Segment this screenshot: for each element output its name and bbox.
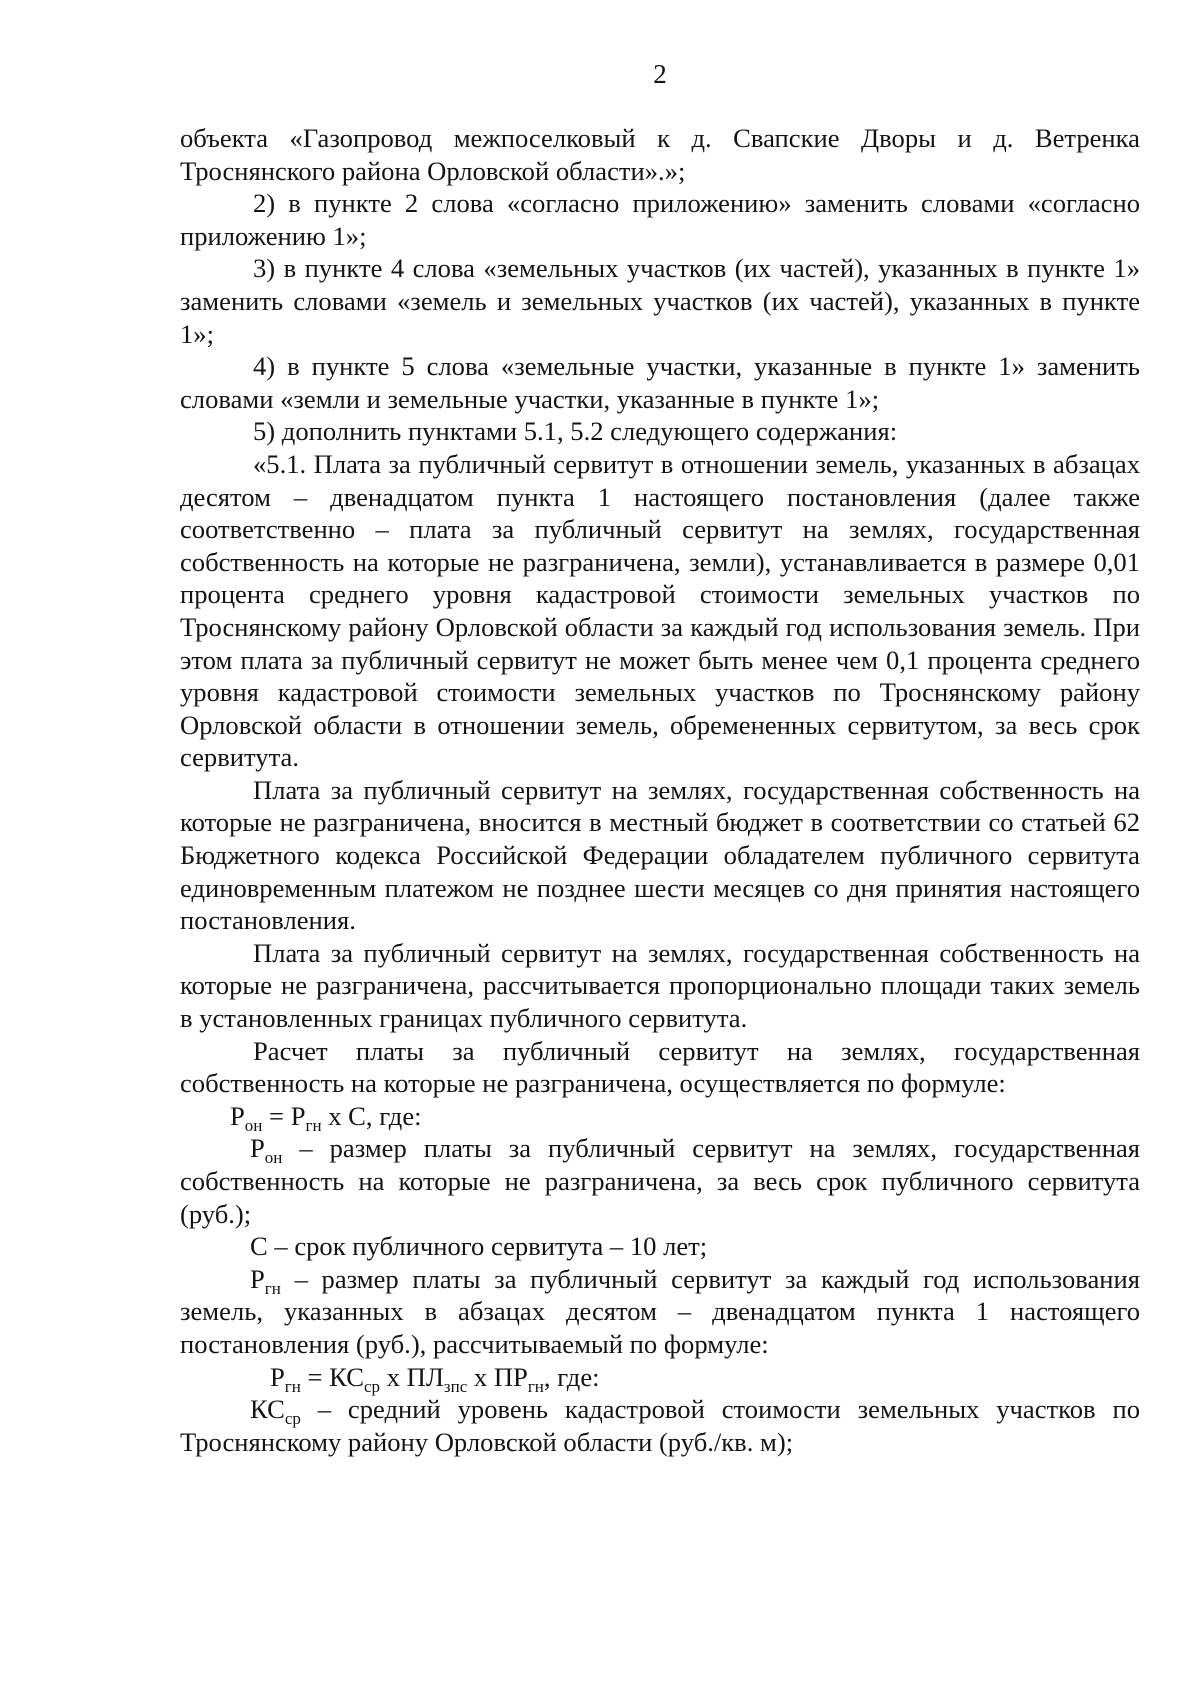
definition-pon	[180, 1132, 1140, 1230]
page-number: 2	[653, 59, 667, 89]
paragraph-object-name: объекта «Газопровод межпоселковый к д. Свапские Дворы и д. Ветренка Троснянского района Орловской области».»;	[180, 123, 1140, 186]
formula-pon-rhs-sub: гн	[305, 1115, 322, 1135]
paragraph-clause-5-1: «5.1. Плата за публичный сервитут в отношении земель, указанных в абзацах десятом – двенадцатом пункта 1 настоящего постановления (далее также соответственно – плата за публичный сервитут на землях, государственная собственность на которые не разграничена, земли), устанавливается в размере 0,01 процента среднего уровня кадастровой стоимости земельных участков по Троснянскому району Орловской области за каждый год использования земель. При этом плата за публичный сервитут не может быть менее чем 0,1 процента среднего уровня кадастровой стоимости земельных участков по Троснянскому району Орловской области в отношении земель, обремененных сервитутом, за весь срок сервитута.	[180, 448, 1140, 773]
definition-pgn-sub: гн	[264, 1278, 281, 1298]
paragraph-item-3: 3) в пункте 4 слова «земельных участков (их частей), указанных в пункте 1» заменить словами «земель и земельных участков (их частей), указанных в пункте 1»;	[180, 253, 1140, 349]
formula-pgn-sub1: ср	[363, 1376, 381, 1396]
formula-pon-lhs-sub: он	[244, 1115, 263, 1135]
definition-pgn	[180, 1263, 1140, 1361]
definition-pon-sub: он	[264, 1148, 283, 1168]
definition-kscp-text: – средний уровень кадастровой стоимости земельных участков по Троснянскому району Орловской области (руб./кв. м);	[180, 1394, 1140, 1457]
definition-pon-symbol: P	[250, 1133, 265, 1164]
formula-pon-eq: = P	[262, 1100, 306, 1131]
formula-pgn-lhs: P	[270, 1361, 285, 1392]
formula-pon-tail: x C, где:	[321, 1100, 422, 1131]
paragraph-payment-proportional: Плата за публичный сервитут на землях, государственная собственность на которые не разграничена, рассчитывается пропорционально площади таких земель в установленных границах публичного сервитута.	[180, 937, 1140, 1034]
document-page	[180, 58, 1140, 1458]
definition-kscp-sub: ср	[284, 1409, 301, 1429]
paragraph-payment-budget: Плата за публичный сервитут на землях, государственная собственность на которые не разграничена, вносится в местный бюджет в соответствии со статьей 62 Бюджетного кодекса Российской Федерации обладателем публичного сервитута единовременным платежом не позднее шести месяцев со дня принятия настоящего постановления.	[180, 774, 1140, 936]
formula-pgn-tail: , где:	[543, 1361, 600, 1392]
definition-pgn-text: – размер платы за публичный сервитут за каждый год использования земель, указанных в абзацах десятом – двенадцатом пункта 1 настоящего постановления (руб.), рассчитываемый по формуле:	[180, 1263, 1140, 1359]
formula-pgn-sub3: гн	[527, 1376, 544, 1396]
paragraph-payment-formula-intro: Расчет платы за публичный сервитут на землях, государственная собственность на которые не разграничена, осуществляется по формуле:	[180, 1035, 1140, 1099]
paragraph-item-4: 4) в пункте 5 слова «земельные участки, указанные в пункте 1» заменить словами «земли и земельные участки, указанные в пункте 1»;	[180, 351, 1140, 414]
definition-pon-text: – размер платы за публичный сервитут на землях, государственная собственность на которые не разграничена, за весь срок публичного сервитута (руб.);	[180, 1133, 1140, 1229]
definition-term: C – срок публичного сервитута – 10 лет;	[250, 1231, 708, 1262]
definition-kscp	[180, 1393, 1140, 1458]
formula-pgn-part1: = КС	[300, 1361, 364, 1392]
definition-kscp-symbol: КС	[250, 1394, 285, 1425]
formula-pon-lhs: P	[230, 1100, 245, 1131]
definition-pgn-symbol: P	[250, 1263, 265, 1294]
formula-pgn-lhs-sub: гн	[284, 1376, 301, 1396]
paragraph-item-2: 2) в пункте 2 слова «согласно приложению» заменить словами «согласно приложению 1»;	[180, 188, 1140, 251]
formula-pgn-part3: x ПР	[467, 1361, 528, 1392]
formula-pon	[180, 1100, 1140, 1133]
formula-pgn-part2: x ПЛ	[380, 1361, 444, 1392]
formula-pgn-sub2: зпс	[443, 1376, 468, 1396]
paragraph-item-5: 5) дополнить пунктами 5.1, 5.2 следующего содержания:	[253, 416, 898, 447]
formula-pgn	[180, 1361, 1140, 1394]
